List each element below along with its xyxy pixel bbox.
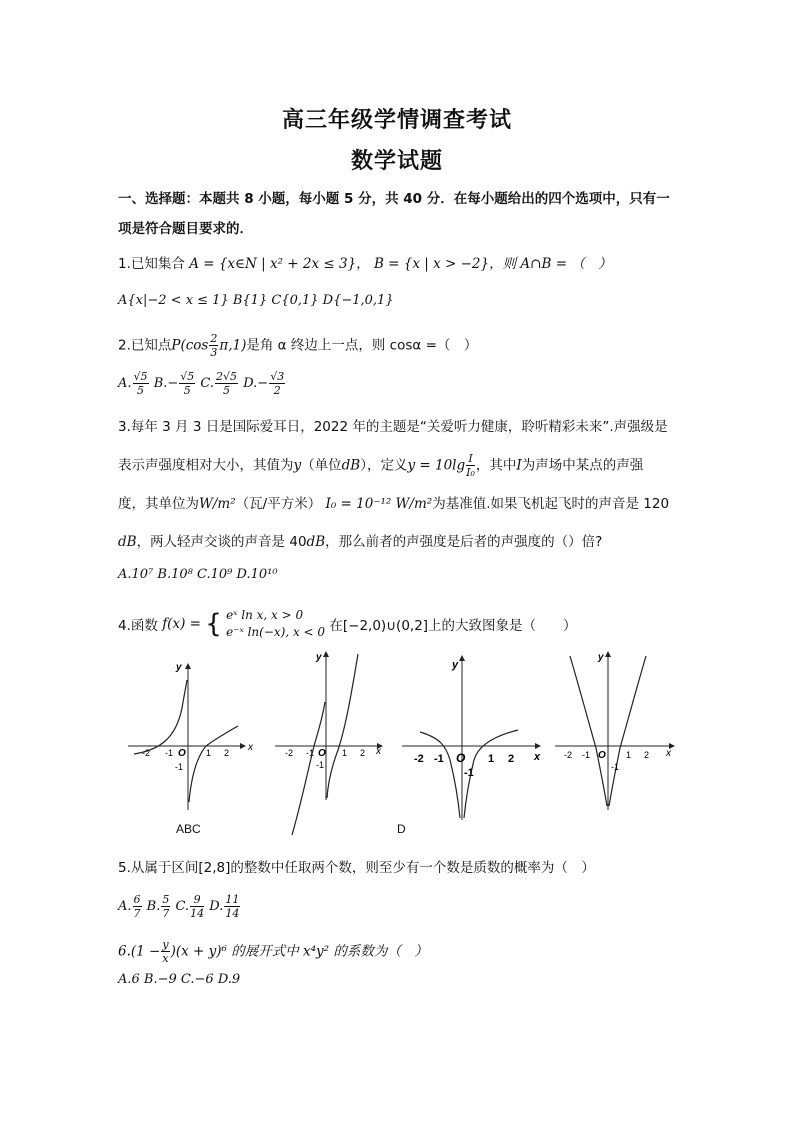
q3-line1: 3.每年 3 月 3 日是国际爱耳日，2022 年的主题是“关爱听力健康，聆听精彩未来”.声强级是 xyxy=(118,419,668,435)
graph-1-curve-left xyxy=(134,680,187,754)
q2-frac-a xyxy=(133,370,149,397)
q3-line2-e: 为声场中某点的声强 xyxy=(521,457,644,474)
section-heading-line1: 一、选择题：本题共 8 小题，每小题 5 分，共 40 分．在每小题给出的四个选项中，只有一 xyxy=(118,191,670,207)
exam-subtitle: 数学试题 xyxy=(350,149,443,174)
q3-i0-label: I₀ = 10⁻¹² W/m² xyxy=(325,496,433,512)
graph-4-tick-neg2: -2 xyxy=(564,750,573,760)
q2-frac-b xyxy=(179,370,195,397)
graph-3-tick-2: 2 xyxy=(508,753,515,765)
q2-num-a: √5 xyxy=(133,370,148,383)
q2-options xyxy=(118,370,286,397)
q2-den-a: 5 xyxy=(137,384,145,397)
graph-3 xyxy=(402,656,541,820)
graph-3-y-label: y xyxy=(452,659,459,671)
graph-4-curve-left xyxy=(570,656,607,806)
q4-label-abc: ABC xyxy=(176,822,201,836)
q4-label-d: D xyxy=(397,822,406,836)
q5-den-b: 7 xyxy=(162,907,170,920)
q3-line2 xyxy=(118,452,643,479)
graph-4-tick-1: 1 xyxy=(626,750,632,760)
q2-frac-c xyxy=(215,370,238,397)
q3-var-y: y xyxy=(293,457,302,474)
graph-3-tick-y-neg1: -1 xyxy=(464,767,474,779)
q1-prefix: 1.已知集合 xyxy=(118,256,185,272)
graph-1-y-label: y xyxy=(176,662,182,673)
graph-2-tick-1: 1 xyxy=(342,748,348,758)
q6-fraction xyxy=(161,938,169,965)
q5-opt-a: A. xyxy=(118,899,132,914)
q1-options: A{x|−2 < x ≤ 1} B{1} C{0,1} D{−1,0,1} xyxy=(118,293,394,308)
q2-frac-num: 2 xyxy=(210,332,218,345)
q5-opt-d: D. xyxy=(209,899,224,914)
graph-1-x-label: x xyxy=(248,742,253,753)
graph-1-tick-y-neg1: -1 xyxy=(175,762,184,772)
graph-2-tick-y-neg1: -1 xyxy=(316,760,325,770)
q5-frac-a xyxy=(133,893,142,920)
graph-3-origin: O xyxy=(456,751,466,765)
exam-title: 高三年级学情调查考试 xyxy=(281,108,512,133)
q5-num-c: 9 xyxy=(190,893,204,907)
q3-line3-c: 为基准值.如果飞机起飞时的声音是 120 xyxy=(432,496,670,512)
q3-unit-db: dB xyxy=(341,457,361,474)
q2-num-c: 2√5 xyxy=(216,370,238,383)
q4-brace: { xyxy=(205,609,222,639)
graph-3-curve-left xyxy=(420,732,460,818)
q3-unit-wm2: W/m² xyxy=(199,496,236,512)
graph-4 xyxy=(555,652,674,810)
q2-rest: 是角 α 终边上一点，则 cosα =（ ） xyxy=(246,337,478,354)
graph-2-curve-right xyxy=(327,654,358,798)
q3-line2-b: （单位 xyxy=(301,457,342,474)
q3-frac-num: I xyxy=(466,452,475,466)
q5-den-d: 14 xyxy=(225,907,240,920)
q4-cases xyxy=(226,607,325,641)
q1-set-b: B = {x | x > −2}，则 xyxy=(373,256,517,272)
q2-prefix: 2.已知点 xyxy=(118,337,172,354)
graph-4-origin: O xyxy=(598,750,606,761)
q3-options: A.10⁷ B.10⁸ C.10⁹ D.10¹⁰ xyxy=(118,567,278,582)
graph-1-tick-neg2: -2 xyxy=(142,748,151,758)
graph-3-tick-1: 1 xyxy=(488,753,495,765)
question-5: 5.从属于区间[2,8]的整数中任取两个数，则至少有一个数是质数的概率为（ ） xyxy=(118,860,595,876)
q3-line4-a: dB xyxy=(118,534,137,550)
q3-frac-den: I₀ xyxy=(466,466,475,479)
q3-line3 xyxy=(118,492,669,512)
section-heading-line2: 项是符合题目要求的． xyxy=(118,221,253,237)
q2-num-d: √3 xyxy=(270,370,285,383)
graph-2-y-label: y xyxy=(316,652,322,663)
graph-2-tick-neg2: -2 xyxy=(285,748,294,758)
graph-1-curve-right xyxy=(189,726,238,802)
q6-options: A.6 B.−9 C.−6 D.9 xyxy=(118,972,241,987)
q5-frac-c xyxy=(190,893,204,920)
graph-1-tick-1: 1 xyxy=(206,748,212,758)
graph-2 xyxy=(275,652,382,835)
q4-graphs xyxy=(120,650,680,840)
graph-1-origin: O xyxy=(178,748,186,759)
q3-line4-b: ，两人轻声交谈的声音是 40 xyxy=(136,534,307,550)
graph-4-curve-right xyxy=(609,656,646,806)
graph-1-tick-2: 2 xyxy=(224,748,230,758)
q5-den-c: 14 xyxy=(190,907,205,920)
graph-4-tick-y-neg1: -1 xyxy=(611,762,620,772)
q2-point-a: P(cos xyxy=(171,337,209,354)
q6-frac-den: x xyxy=(162,952,169,965)
q6-prefix: 6.(1 − xyxy=(118,943,161,960)
q2-opt-d: D.− xyxy=(243,376,269,391)
q5-num-b: 5 xyxy=(162,893,170,906)
q3-line2-a: 表示声强度相对大小，其值为 xyxy=(118,457,294,474)
q4-prefix: 4.函数 xyxy=(118,618,158,634)
q5-frac-b xyxy=(161,893,170,920)
question-1 xyxy=(118,252,612,272)
graph-1-tick-neg1: -1 xyxy=(165,748,174,758)
q5-den-a: 7 xyxy=(133,907,141,920)
question-2 xyxy=(118,332,477,359)
graph-2-x-label: x xyxy=(376,746,381,757)
q3-line2-c: ），定义 xyxy=(360,457,408,474)
q3-line3-b: （瓦/平方米） xyxy=(235,496,322,512)
q2-opt-b: B.− xyxy=(153,376,179,391)
q2-opt-a: A. xyxy=(118,376,132,391)
graph-4-y-label: y xyxy=(598,652,604,663)
q5-frac-d xyxy=(224,893,240,920)
graph-2-tick-2: 2 xyxy=(360,748,366,758)
q5-num-a: 6 xyxy=(133,893,141,906)
question-4 xyxy=(118,606,577,642)
question-6 xyxy=(118,938,428,965)
q2-angle-fraction xyxy=(209,332,218,359)
graph-3-tick-neg2: -2 xyxy=(414,753,424,765)
q5-opt-c: C. xyxy=(175,899,190,914)
q4-case1: eˣ ln x, x > 0 xyxy=(226,608,304,622)
q5-num-d: 11 xyxy=(225,893,240,906)
graph-3-tick-neg1: -1 xyxy=(434,753,444,765)
graph-3-x-label: x xyxy=(534,751,541,763)
q1-ask: A∩B = （ ） xyxy=(520,256,612,272)
q6-frac-num: y xyxy=(162,938,169,951)
q3-line2-d: ，其中 xyxy=(475,457,517,474)
q5-opt-b: B. xyxy=(146,899,161,914)
q3-line4 xyxy=(118,530,602,550)
q2-num-b: √5 xyxy=(180,370,195,383)
q2-den-b: 5 xyxy=(183,384,191,397)
q4-fx: f(x) = xyxy=(162,616,201,632)
q3-var-i: I xyxy=(516,457,522,474)
q3-line4-c: dB xyxy=(306,534,326,550)
q4-rest: 在[−2,0)∪(0,2]上的大致图象是（ ） xyxy=(329,618,577,634)
q2-point-b: π,1) xyxy=(219,337,247,354)
q1-set-a: A = {x∈N | x² + 2x ≤ 3}， xyxy=(189,256,370,272)
graph-4-tick-2: 2 xyxy=(644,750,650,760)
q6-rest: )(x + y)⁶ 的展开式中 x⁴y² 的系数为（ ） xyxy=(170,943,428,960)
graph-4-x-label: x xyxy=(666,748,671,759)
q3-formula: y = 10lg xyxy=(407,457,466,474)
q4-case2: e⁻ˣ ln(−x), x < 0 xyxy=(226,625,326,639)
q3-formula-fraction xyxy=(466,452,475,479)
graph-1 xyxy=(128,662,254,810)
graph-4-tick-neg1: -1 xyxy=(582,750,591,760)
graph-2-tick-neg1: -1 xyxy=(306,748,315,758)
q3-line3-a: 度，其单位为 xyxy=(118,496,199,512)
q2-frac-d xyxy=(269,370,285,397)
q2-frac-den: 3 xyxy=(210,346,218,359)
q2-den-d: 2 xyxy=(273,384,281,397)
q5-options xyxy=(118,893,241,920)
q3-line4-d: ，那么前者的声强度是后者的声强度的（）倍? xyxy=(325,534,603,550)
q2-den-c: 5 xyxy=(223,384,231,397)
graph-2-origin: O xyxy=(318,748,326,759)
q2-opt-c: C. xyxy=(200,376,215,391)
